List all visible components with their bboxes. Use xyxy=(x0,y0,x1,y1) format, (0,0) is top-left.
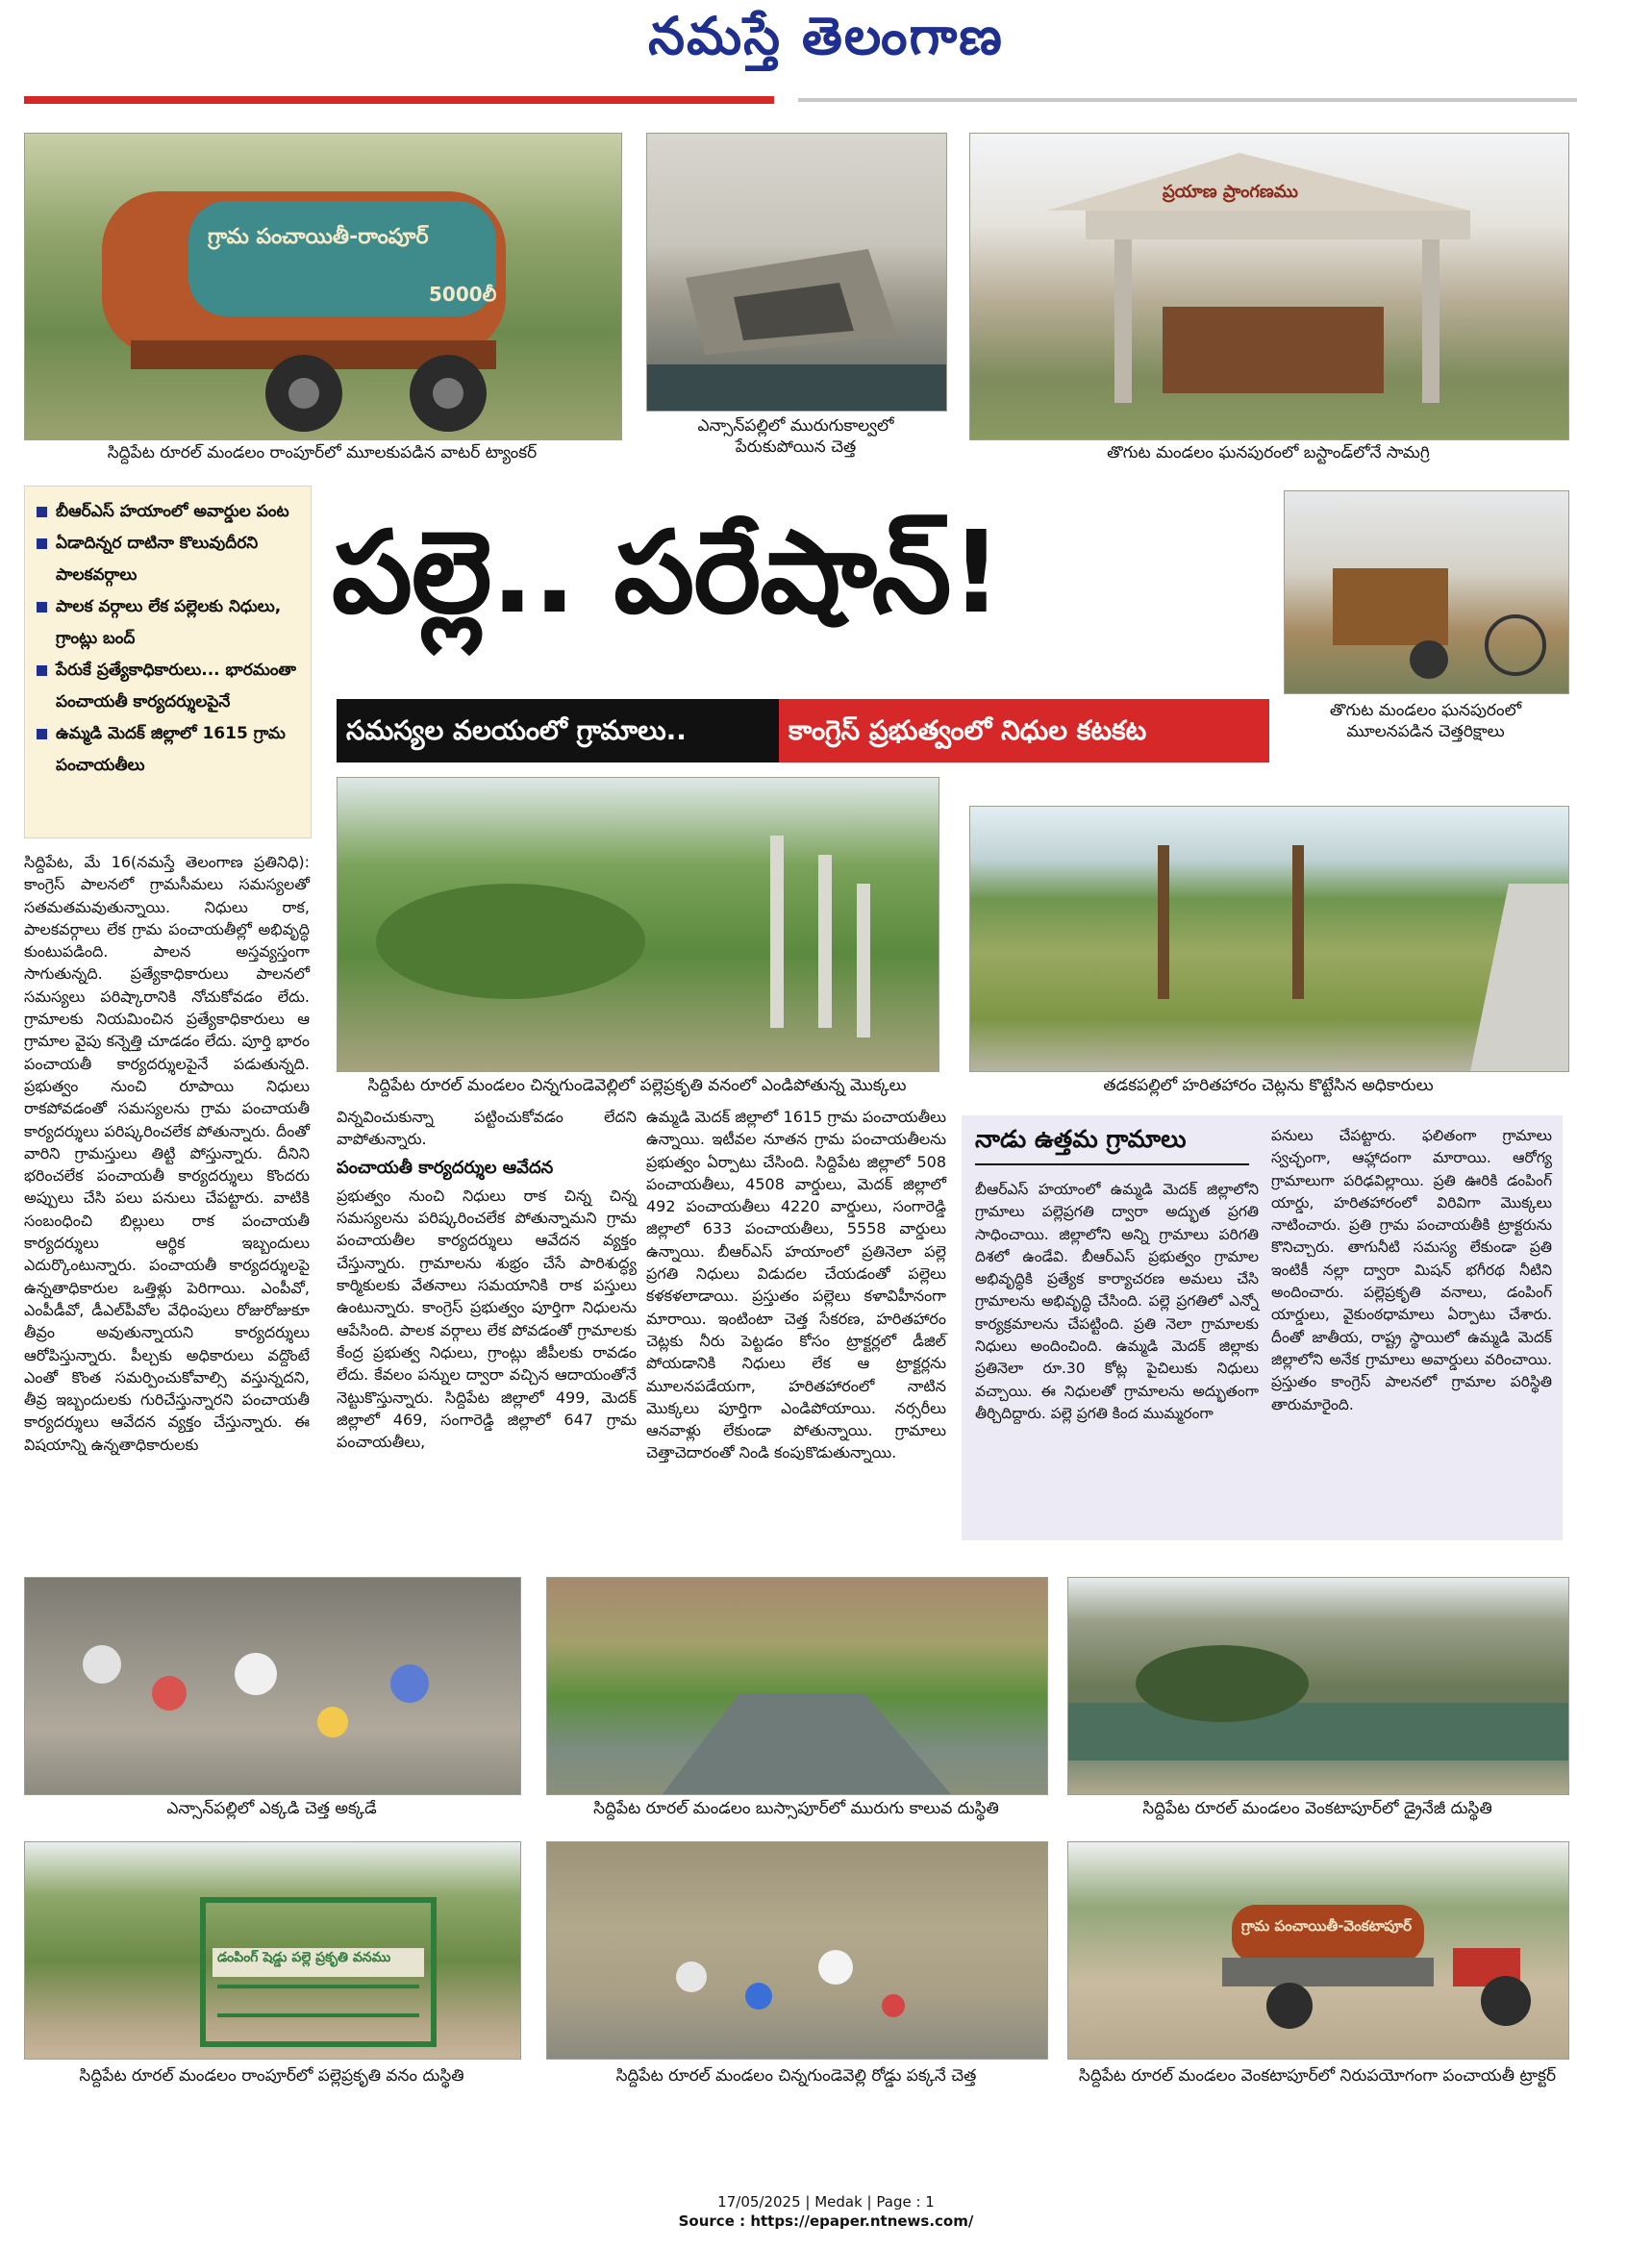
shelter-sign: ప్రయాణ ప్రాంగణము xyxy=(1163,182,1298,202)
photo-unused-tractor xyxy=(1067,1841,1569,2060)
dry-garden-illustration xyxy=(338,778,939,1071)
highlights-list xyxy=(25,487,311,782)
drain-illustration xyxy=(647,134,946,411)
masthead-rule-grey xyxy=(798,98,1577,102)
tanker-capacity: 5000లీ xyxy=(429,283,497,306)
highlight-item: బీఆర్ఎస్ హయాంలో అవార్డుల పంట xyxy=(37,496,301,528)
deck-part2: కాంగ్రెస్ ప్రభుత్వంలో నిధుల కటకట xyxy=(779,699,1269,762)
photo-drainage xyxy=(1067,1577,1569,1795)
sidebar-column-1: బీఆర్ఎస్ హయాంలో ఉమ్మడి మెదక్ జిల్లాలోని గ్రామాలు పల్లెప్రగతి ద్వారా అద్భుత ప్రగతి సాధించాయి. జిల్లాలోని అన్ని గ్రామాలు పరిగతి దిశలో ఉండేవి. బీఆర్ఎస్ ప్రభుత్వం గ్రామాల అభివృద్ధికి ప్రత్యేక కార్యాచరణ అమలు చేసి గ్రామాలను అభివృద్ధి చేసింది. పల్లె ప్రగతిలో ఎన్నో కార్యక్రమాలను చేపట్టింది. ప్రతి నెలా గ్రామాలకు నిధులు అందించింది. ఉమ్మడి మెదక్ జిల్లాకు ప్రతినెలా రూ.30 కోట్ల పైచిలుకు నిధులు వచ్చాయి. ఈ నిధులతో గ్రామాలను అద్భుతంగా తీర్చిదిద్దారు. పల్లె ప్రగతి కింద ముమ్మరంగా xyxy=(975,1181,1259,1422)
photo-dry-garden xyxy=(337,777,939,1072)
photo-drain xyxy=(646,133,947,412)
photo-garbage-pile xyxy=(24,1577,521,1795)
sidebar-column-2: పనులు చేపట్టారు. ఫలితంగా గ్రామాలు స్వచ్ఛంగా, ఆహ్లాదంగా మారాయి. ఆరోగ్య గ్రామాలుగా పరిఢవిల్లాయి. ప్రతి ఊరికి డంపింగ్ యార్డు, హరితహారంలో విరివిగా మొక్కలు నాటించారు. ప్రతి గ్రామ పంచాయతీకి ట్రాక్టరును కొనిచ్చారు. తాగునీటి సమస్య లేకుండా ప్రతి ఇంటికీ నల్లా ద్వారా మిషన్ భగీరథ నీటిని అందించారు. పల్లెప్రకృతి వనాలు, డంపింగ్ యార్డులు, వైకుంఠధామాలు ఏర్పాటు చేశారు. దీంతో జాతీయ, రాష్ట్ర స్థాయిలో ఉమ్మడి మెదక్ జిల్లాలోని అనేక గ్రామాలు అవార్డులు వరించాయి. ప్రస్తుతం కాంగ్రెస్ పాలనలో గ్రామాల పరిస్థితి తారుమారైంది. xyxy=(1271,1127,1552,1413)
photo-nature-park-gate xyxy=(24,1841,521,2060)
deck-part1: సమస్యల వలయంలో గ్రామాలు.. xyxy=(337,699,779,762)
bus-shelter-illustration xyxy=(970,134,1568,439)
highlight-item: పాలక వర్గాలు లేక పల్లెలకు నిధులు, గ్రాంట్లు బంద్ xyxy=(37,591,301,655)
unused-tractor-illustration xyxy=(1068,1842,1568,2059)
sidebar-best-villages xyxy=(962,1115,1563,1540)
caption-garbage-cart-line1: తొగుట మండలం ఘనపురంలో xyxy=(1329,701,1522,720)
article-col1-text: సిద్దిపేట, మే 16(నమస్తే తెలంగాణ ప్రతినిధి): కాంగ్రెస్ పాలనలో గ్రామసీమలు సమస్యలతో సతమతమవుతున్నాయి. నిధులు రాక, పాలకవర్గాలు లేక గ్రామ పంచాయతీల్లో అభివృద్ధి కుంటుపడింది. పాలన అస్తవ్యస్తంగా సాగుతున్నది. ప్రత్యేకాధికారులు పాలనలో సమస్యలు పరిష్కారానికి నోచుకోవడం లేదు. గ్రామాలకు నియమించిన ప్రత్యేకాధికారులు ఆ గ్రామాల వైపు కన్నెత్తి చూడడం లేదు. పూర్తి భారం పంచాయతీ కార్యదర్శులపైనే పడుతున్నది. ప్రభుత్వం నుంచి రూపాయి నిధులు రాకపోవడంతో సమస్యలను గ్రామ పంచాయతీ కార్యదర్శులు పరిష్కరించలేక పోతున్నారు. దీంతో వారిని గ్రామస్తులు తిట్టి పోస్తున్నారు. దీనిని భరించలేక పంచాయతీ కార్యదర్శులు కొందరు అప్పులు చేసి పలు పనులు చేపట్టారు. వాటికి సంబంధించి బిల్లులు రాక పంచాయతీ కార్యదర్శులు ఆర్థిక ఇబ్బందులు ఎదుర్కొంటున్నారు. పంచాయతీ కార్యదర్శులపై ఉన్నతాధికారుల ఒత్తిళ్లు పెరిగాయి. ఎంపీవో, ఎంపీడీవో, డీఎల్‌పీవోల వేధింపులు రోజురోజుకూ తీవ్రం అవుతున్నాయని కార్యదర్శులు ఆరోపిస్తున్నారు. పీల్చకు అధికారులు వద్దొంటే ఎంతో కొంత సమర్పించుకోవాల్సి వస్తున్నదని, తీవ్ర ఇబ్బందులకు గురిచేస్తున్నారని పంచాయతీ కార్యదర్శులు ఆవేదన వ్యక్తం చేస్తున్నారు. ఈ విషయాన్ని ఉన్నతాధికారులకు xyxy=(24,853,310,1454)
caption-nature-park: సిద్దిపేట రూరల్ మండలం రాంపూర్‌లో పల్లెప్రకృతి వనం దుస్థితి xyxy=(79,2066,464,2086)
highlight-item: ఏడాదిన్నర దాటినా కొలువుదీరని పాలకవర్గాలు xyxy=(37,528,301,591)
roadside-garbage-illustration xyxy=(547,1842,1047,2059)
article-col2-text: ప్రభుత్వం నుంచి నిధులు రాక చిన్న చిన్న సమస్యలను పరిష్కరించలేక పోతున్నామని గ్రామ పంచాయతీల కార్యదర్శులు ఆవేదన వ్యక్తం చేస్తున్నారు. గ్రామాలను శుభ్రం చేసే పారిశుద్ధ్య కార్మికులకు వేతనాలు సమయానికి రాక పస్తులు ఉంటున్నారు. కాంగ్రెస్ ప్రభుత్వం పూర్తిగా నిధులను ఆపేసింది. పాలక వర్గాలు లేక పోవడంతో గ్రామాలకు కేంద్ర ప్రభుత్వ నిధులు, గ్రాంట్లు జీపీలకు రావడం లేదు. కేవలం పన్నుల ద్వారా వచ్చిన ఆదాయంతోనే నెట్టుకొస్తున్నారు. సిద్దిపేట జిల్లాలో 499, మెదక్ జిల్లాలో 469, సంగారెడ్డి జిల్లాలో 647 గ్రామ పంచాయతీలు, xyxy=(337,1186,637,1452)
drainage-illustration xyxy=(1068,1578,1568,1794)
masthead xyxy=(0,0,1652,91)
caption-water-tanker: సిద్దిపేట రూరల్ మండలం రాంపూర్‌లో మూలకుపడిన వాటర్ ట్యాంకర్ xyxy=(107,443,538,462)
caption-drain-line2: పేరుకుపోయిన చెత్త xyxy=(735,437,857,457)
footer-date-edition: 17/05/2025 | Medak | Page : 1 xyxy=(717,2193,935,2211)
article-col3-text: ఉమ్మడి మెదక్ జిల్లాలో 1615 గ్రామ పంచాయతీలు ఉన్నాయి. ఇటీవల నూతన గ్రామ పంచాయతీలను ప్రభుత్వం ఏర్పాటు చేసింది. సిద్దిపేట జిల్లాలో 508 పంచాయతీలు, 4508 వార్డులు, మెదక్ జిల్లాలో 492 పంచాయతీలు 4220 వార్డులు, సంగారెడ్డి జిల్లాలో 633 పంచాయతీలు, 5558 వార్డులు ఉన్నాయి. బీఆర్ఎస్ హయాంలో ప్రతినెలా పల్లె ప్రగతి నిధులు విడుదల చేయడంతో పల్లెలు కళకళలాడాయి. ప్రస్తుతం పల్లెలు కళావిహీనంగా మారాయి. ఇంటింటా చెత్త సేకరణ, హరితహారం చెట్లకు నీరు పెట్టడం కోసం ట్రాక్టర్లలో డీజిల్ పోయడానికి నిధులు లేక ఆ ట్రాక్టర్లను మూలనపడేయగా, హరితహారంలో నాటిన మొక్కలు పూర్తిగా ఎండిపోయాయి. నర్సరీలు ఆనవాళ్లు లేకుండా పోతున్నాయి. గ్రామాలు చెత్తాచెదారంతో నిండి కంపుకొడుతున్నాయి. xyxy=(646,1108,946,1462)
caption-garbage-cart-line2: మూలనపడిన చెత్తరిక్షాలు xyxy=(1346,722,1505,741)
caption-unused-tractor: సిద్దిపేట రూరల్ మండలం వెంకటాపూర్‌లో నిరుపయోగంగా పంచాయతీ ట్రాక్టర్ xyxy=(1078,2066,1557,2086)
photo-sewage-canal xyxy=(546,1577,1048,1795)
garbage-pile-illustration xyxy=(25,1578,520,1794)
sidebar-title-rule xyxy=(975,1163,1249,1165)
park-gate-sign: డంపింగ్ షెడ్డు పల్లె ప్రకృతి వనము xyxy=(217,1950,391,1965)
article-column-3 xyxy=(646,1106,946,1464)
caption-dry-garden: సిద్దిపేట రూరల్ మండలం చిన్నగుండెవెల్లిలో పల్లెప్రకృతి వనంలో ఎండిపోతున్న మొక్కలు xyxy=(367,1076,907,1095)
caption-garbage-pile: ఎన్సాన్‌పల్లిలో ఎక్కడి చెత్త అక్కడే xyxy=(166,1799,377,1818)
caption-cut-trees: తడకపల్లిలో హరితహారం చెట్లను కొట్టేసిన అధికారులు xyxy=(1103,1076,1434,1095)
caption-garbage-cart xyxy=(1284,700,1567,742)
caption-bus-shelter: తొగుట మండలం ఘనపురంలో బస్టాండ్‌లోనే సామగ్రి xyxy=(1107,443,1430,462)
caption-drain xyxy=(646,415,945,458)
highlight-item: పేరుకే ప్రత్యేకాధికారులు... భారమంతా పంచాయతీ కార్యదర్శులపైనే xyxy=(37,655,301,718)
photo-roadside-garbage xyxy=(546,1841,1048,2060)
masthead-title: నమస్తే తెలంగాణ xyxy=(648,5,1004,66)
headline: పల్లె.. పరేషాన్! xyxy=(332,506,1002,638)
article-subhead: పంచాయతీ కార్యదర్శుల ఆవేదన xyxy=(337,1157,554,1178)
sewage-canal-illustration xyxy=(547,1578,1047,1794)
page-footer xyxy=(0,2192,1652,2231)
tanker-sticker: గ్రామ పంచాయితీ-రాంపూర్ xyxy=(208,225,429,249)
tractor-sticker: గ్రామ పంచాయితీ-వెంకటాపూర్ xyxy=(1241,1917,1413,1935)
caption-drainage: సిద్దిపేట రూరల్ మండలం వెంకటాపూర్‌లో డ్రైనేజీ దుస్థితి xyxy=(1142,1799,1492,1818)
footer-source[interactable]: Source : https://epaper.ntnews.com/ xyxy=(678,2212,974,2230)
water-tanker-illustration xyxy=(25,134,621,439)
caption-sewage-canal: సిద్దిపేట రూరల్ మండలం బుస్సాపూర్‌లో మురుగు కాలువ దుస్థితి xyxy=(593,1799,999,1818)
highlights-box xyxy=(24,486,312,838)
masthead-rule-red xyxy=(24,96,774,104)
cut-trees-illustration xyxy=(970,807,1568,1071)
sidebar-title: నాడు ఉత్తమ గ్రామాలు xyxy=(975,1125,1187,1153)
garbage-cart-illustration xyxy=(1285,491,1568,693)
photo-bus-shelter xyxy=(969,133,1569,440)
caption-drain-line1: ఎన్సాన్‌పల్లిలో మురుగుకాల్వలో xyxy=(697,416,894,436)
caption-roadside-garbage: సిద్దిపేట రూరల్ మండలం చిన్నగుండెవెల్లి రోడ్డు పక్కనే చెత్త xyxy=(615,2066,977,2086)
photo-water-tanker xyxy=(24,133,622,440)
article-column-2 xyxy=(337,1106,637,1453)
photo-cut-trees xyxy=(969,806,1569,1072)
photo-garbage-cart xyxy=(1284,490,1569,694)
article-col2-lead: విన్నవించుకున్నా పట్టించుకోవడం లేదని వాపోతున్నారు. xyxy=(337,1108,637,1149)
highlight-item: ఉమ్మడి మెదక్ జిల్లాలో 1615 గ్రామ పంచాయతీలు xyxy=(37,718,301,782)
article-column-1 xyxy=(24,851,310,1456)
